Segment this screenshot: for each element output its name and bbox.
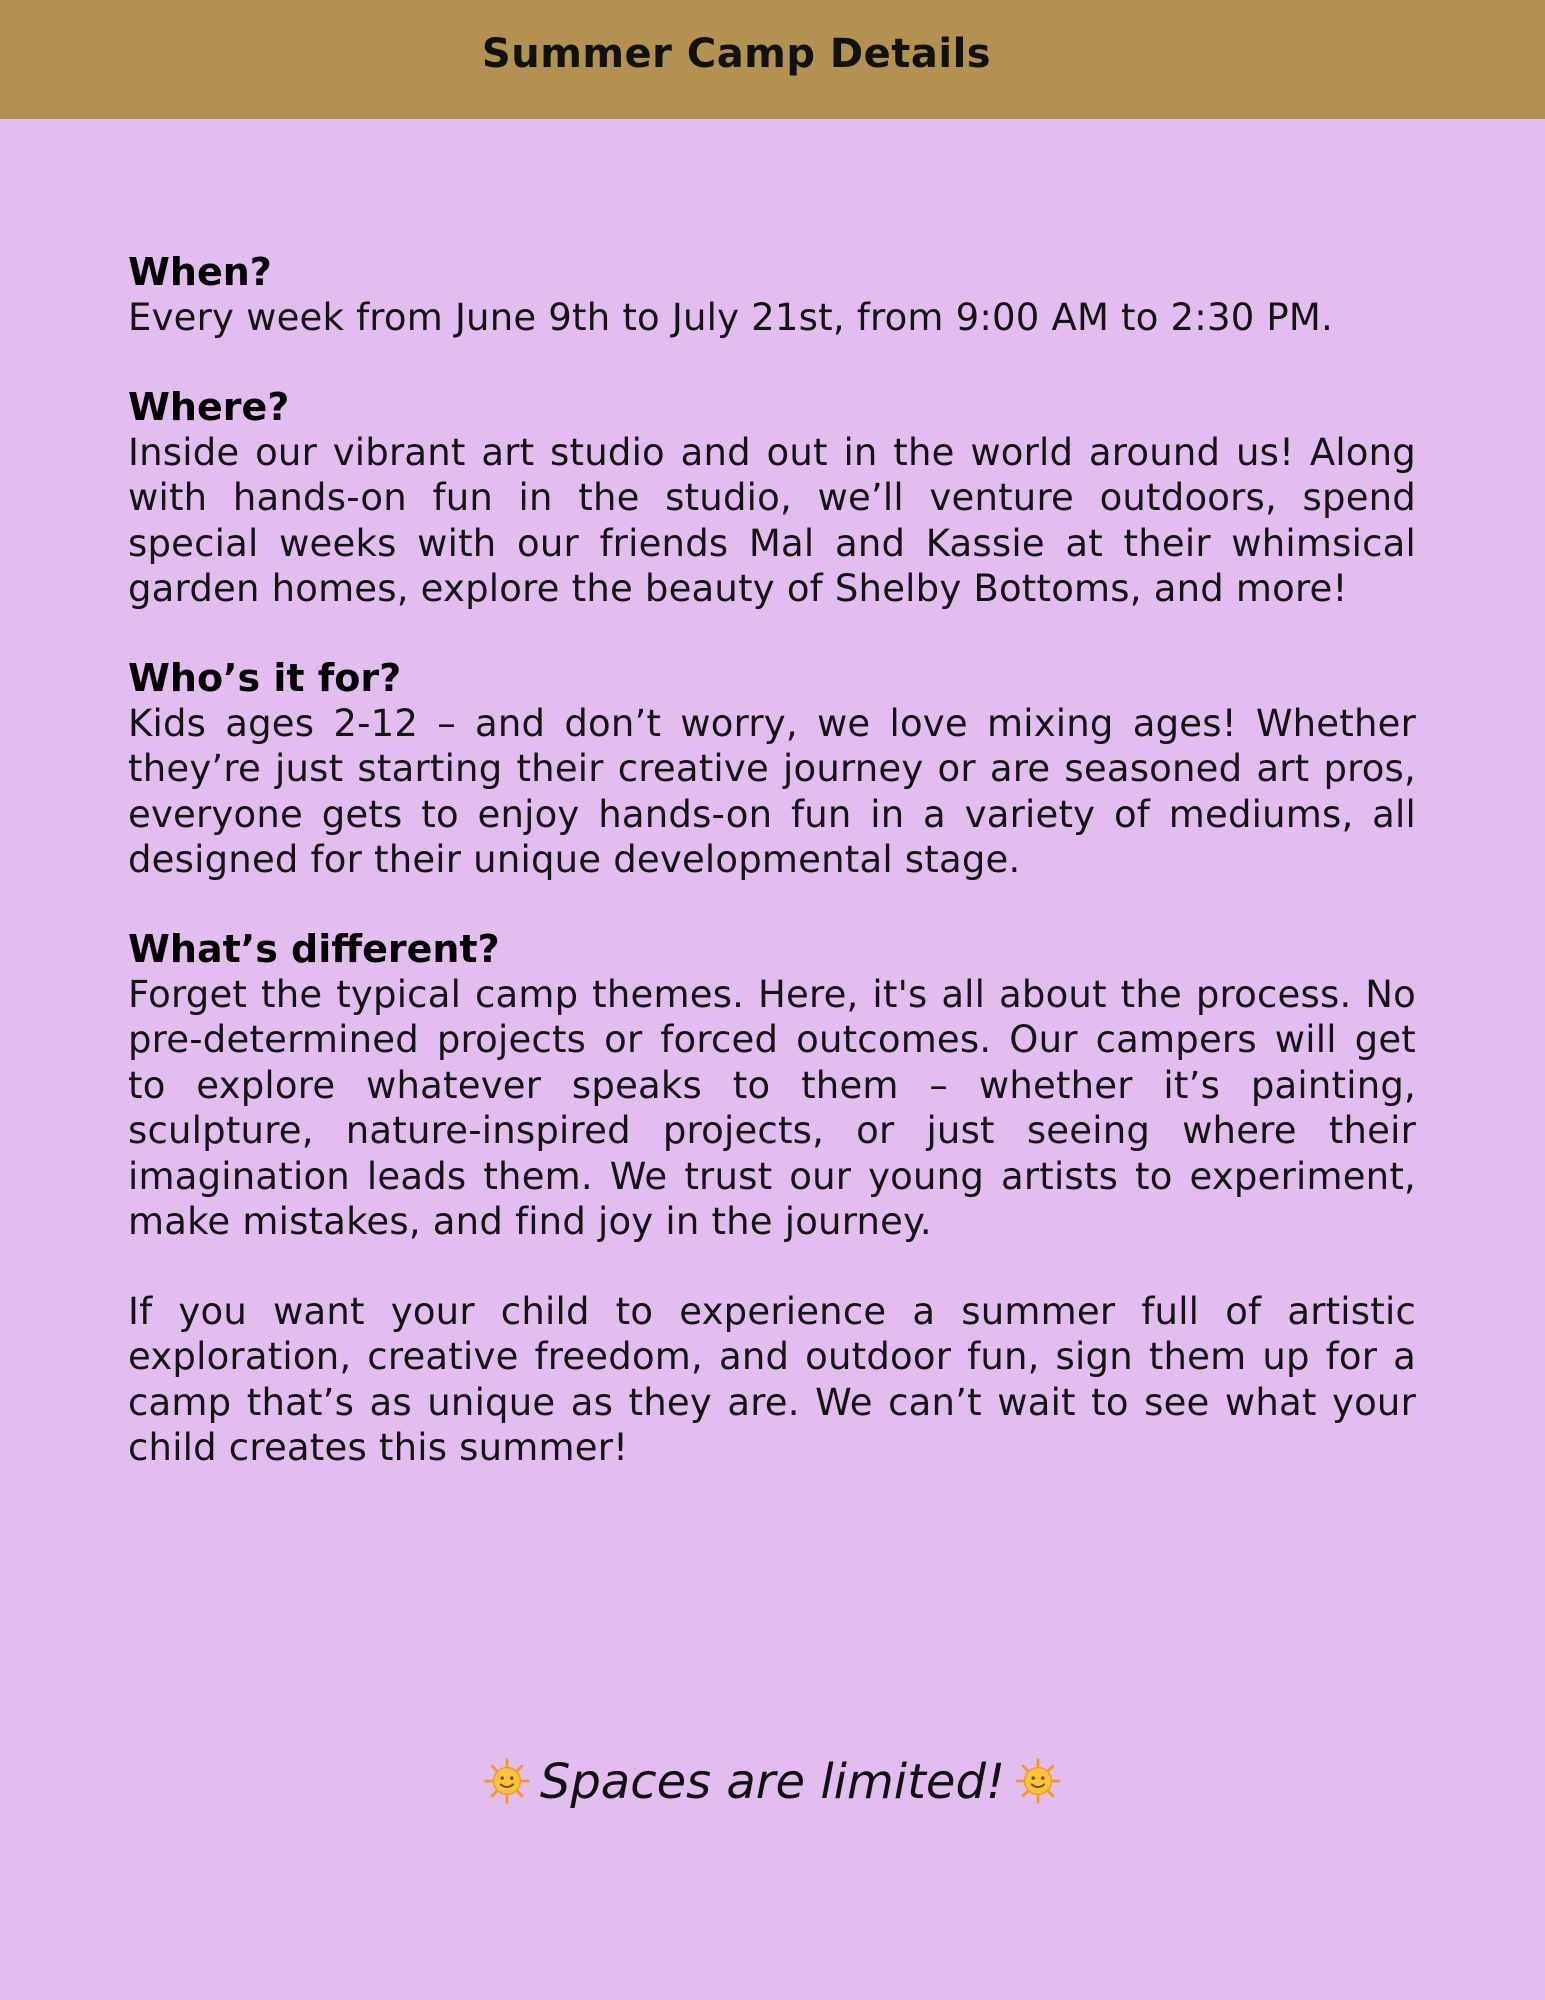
section-when: [128, 250, 1416, 341]
section-different: [128, 927, 1416, 1245]
spaces-limited-note: [0, 1752, 1545, 1812]
section-heading: What’s different?: [128, 926, 500, 971]
section-where: [128, 385, 1416, 612]
header-bar: [0, 0, 1545, 119]
section-body: Inside our vibrant art studio and out in the world around us! Along with hands-on fun in the studio, we’ll venture outdoors, spend special weeks with our friends Mal and Kassie at their whimsical garden homes, explore the beauty of Shelby Bottoms, and more!: [128, 430, 1416, 610]
section-heading: Where?: [128, 384, 290, 429]
page-title: Summer Camp Details: [481, 31, 992, 77]
sun-face-icon: [484, 1758, 530, 1804]
closing-paragraph: If you want your child to experience a summer full of artistic exploration, creative freedom, and outdoor fun, sign them up for a camp that’s as unique as they are. We can’t wait to see what your child creates this summer!: [128, 1289, 1416, 1469]
main-content: [128, 250, 1416, 1471]
section-body: Forget the typical camp themes. Here, it's all about the process. No pre-determined projects or forced outcomes. Our campers will get to explore whatever speaks to them – whether it’s painting, sculpture, nature-inspired projects, or just seeing where their imagination leads them. We trust our young artists to experiment, make mistakes, and find joy in the journey.: [128, 972, 1416, 1243]
section-body: Kids ages 2-12 – and don’t worry, we love mixing ages! Whether they’re just starting their creative journey or are seasoned art pros, everyone gets to enjoy hands-on fun in a variety of mediums, all designed for their unique developmental stage.: [128, 701, 1416, 881]
section-heading: When?: [128, 250, 272, 294]
footer-note-text: Spaces are limited!: [539, 1754, 1006, 1810]
section-heading: Who’s it for?: [128, 655, 402, 700]
section-body: Every week from June 9th to July 21st, from 9:00 AM to 2:30 PM.: [128, 296, 1334, 339]
sun-face-icon: [1015, 1758, 1061, 1804]
section-who: [128, 656, 1416, 883]
